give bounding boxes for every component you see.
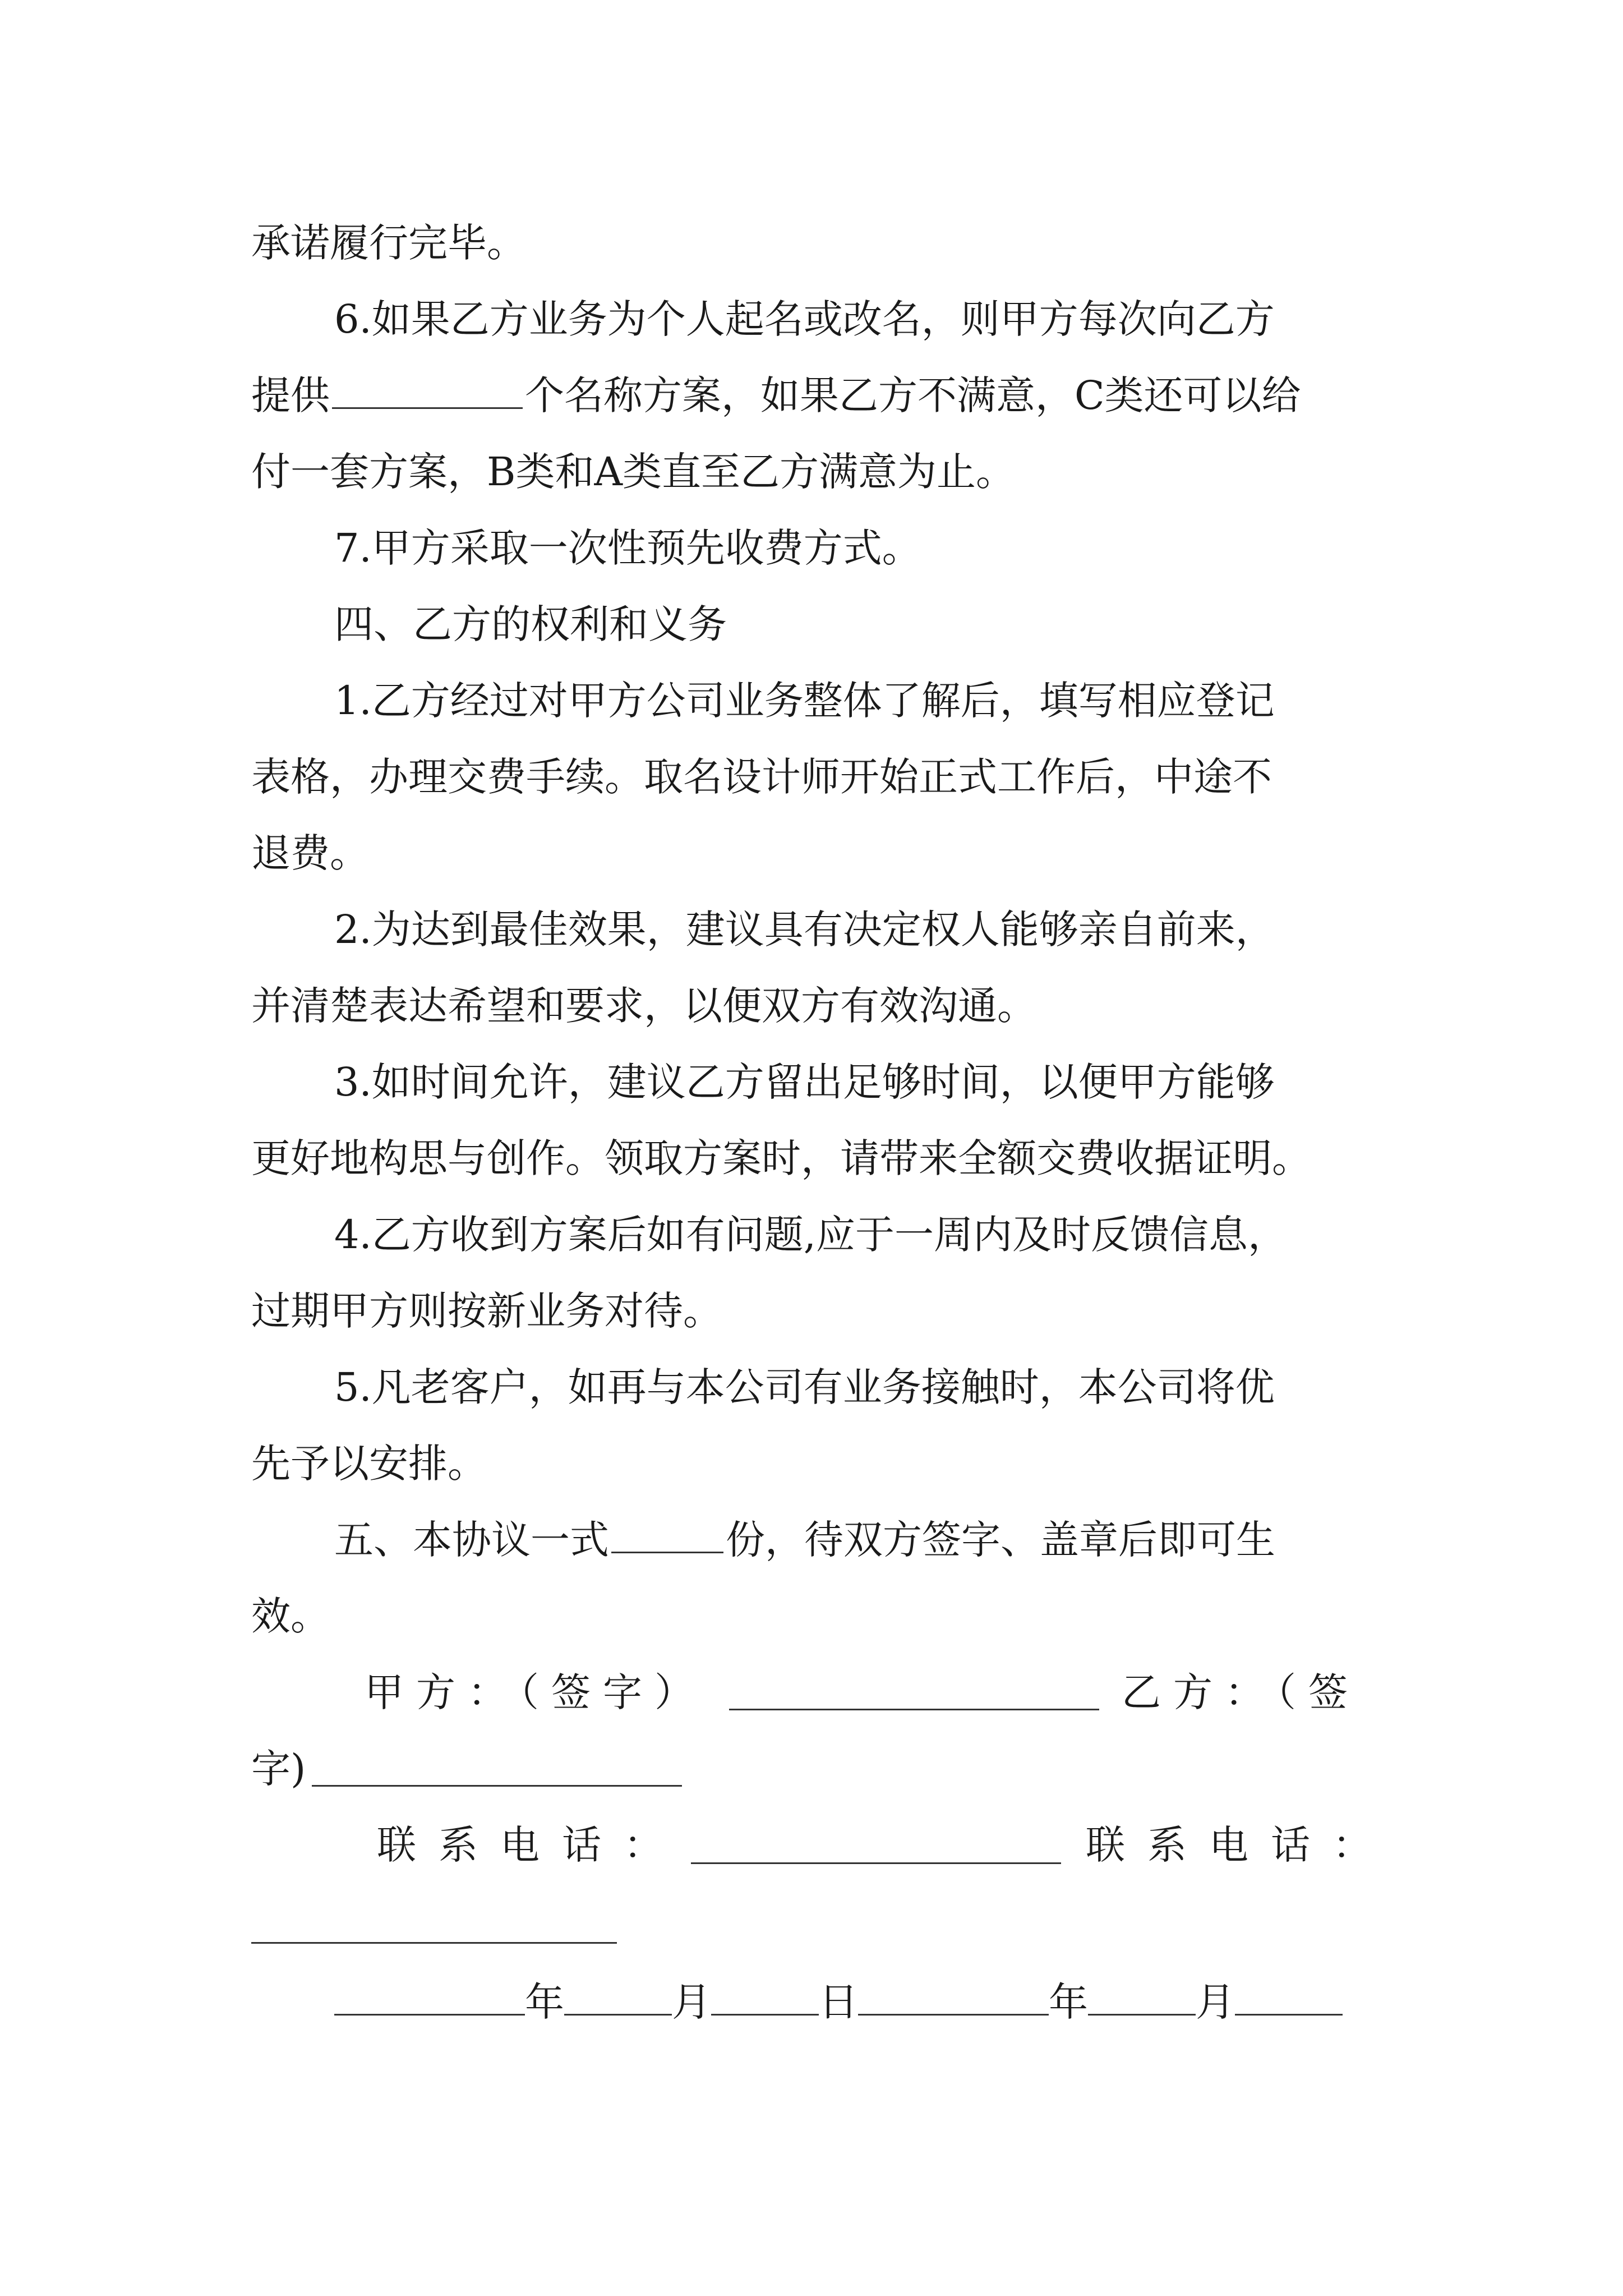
day-blank-a[interactable]	[711, 1980, 819, 2016]
party-a-phone-blank[interactable]	[691, 1862, 1061, 1864]
clause-7: 7.甲方采取一次性预先收费方式。	[334, 525, 921, 571]
fill-in-blank[interactable]	[332, 374, 523, 409]
text-fragment: 提供	[251, 372, 330, 418]
clause-6-line-1: 6.如果乙方业务为个人起名或改名，则甲方每次向乙方	[334, 296, 1275, 342]
year-blank-b[interactable]	[858, 1980, 1049, 2016]
clause-6-line-3: 付一套方案，B类和A类直至乙方满意为止。	[251, 449, 1015, 495]
text-fragment: 份，待双方签字、盖章后即可生	[726, 1517, 1275, 1563]
party-a-signature-blank[interactable]	[729, 1709, 1099, 1710]
year-blank-a[interactable]	[334, 1980, 525, 2016]
party-a-signature-label: 甲方：（签字）	[365, 1669, 706, 1715]
clause-6-line-2	[251, 357, 1373, 434]
party-b-phone-blank[interactable]	[251, 1942, 617, 1944]
day-label: 日	[819, 1979, 858, 2025]
day-blank-b[interactable]	[1235, 1980, 1343, 2016]
party-b-signature-end: 字)	[251, 1746, 306, 1792]
clause-4-3-line-2: 更好地构思与创作。领取方案时，请带来全额交费收据证明。	[251, 1135, 1311, 1181]
section-5-line-2: 效。	[251, 1593, 330, 1639]
year-label: 年	[525, 1979, 564, 2025]
section-5-line-1	[334, 1501, 1456, 1579]
clause-4-2-line-2: 并清楚表达希望和要求，以便双方有效沟通。	[251, 983, 1036, 1029]
clause-4-5-line-2: 先予以安排。	[251, 1441, 487, 1487]
year-label: 年	[1049, 1979, 1088, 2025]
month-blank-a[interactable]	[564, 1980, 672, 2016]
clause-4-1-line-2: 表格，办理交费手续。取名设计师开始正式工作后，中途不	[251, 754, 1272, 800]
party-b-signature-blank[interactable]	[312, 1785, 682, 1787]
clause-4-4-line-1: 4.乙方收到方案后如有问题,应于一周内及时反馈信息，	[334, 1212, 1288, 1258]
text-line: 承诺履行完毕。	[251, 220, 526, 266]
text-fragment: 五、本协议一式	[334, 1517, 609, 1563]
month-label: 月	[1196, 1979, 1235, 2025]
month-label: 月	[672, 1979, 711, 2025]
clause-4-3-line-1: 3.如时间允许，建议乙方留出足够时间，以便甲方能够	[334, 1059, 1275, 1105]
party-b-phone-label: 联系电话：	[1086, 1822, 1394, 1868]
month-blank-b[interactable]	[1088, 1980, 1196, 2016]
clause-4-1-line-1: 1.乙方经过对甲方公司业务整体了解后，填写相应登记	[334, 678, 1275, 724]
clause-4-1-line-3: 退费。	[251, 830, 369, 876]
date-line	[334, 1963, 1456, 2041]
party-a-phone-label: 联系电话：	[377, 1822, 685, 1868]
text-fragment: 个名称方案，如果乙方不满意，C类还可以给	[525, 372, 1301, 418]
section-4-heading: 四、乙方的权利和义务	[334, 601, 727, 647]
copies-blank[interactable]	[611, 1518, 723, 1553]
clause-4-5-line-1: 5.凡老客户，如再与本公司有业务接触时，本公司将优	[334, 1364, 1275, 1410]
clause-4-2-line-1: 2.为达到最佳效果，建议具有决定权人能够亲自前来，	[334, 907, 1275, 953]
party-b-signature-label: 乙方：（签	[1122, 1669, 1360, 1715]
clause-4-4-line-2: 过期甲方则按新业务对待。	[251, 1288, 722, 1334]
